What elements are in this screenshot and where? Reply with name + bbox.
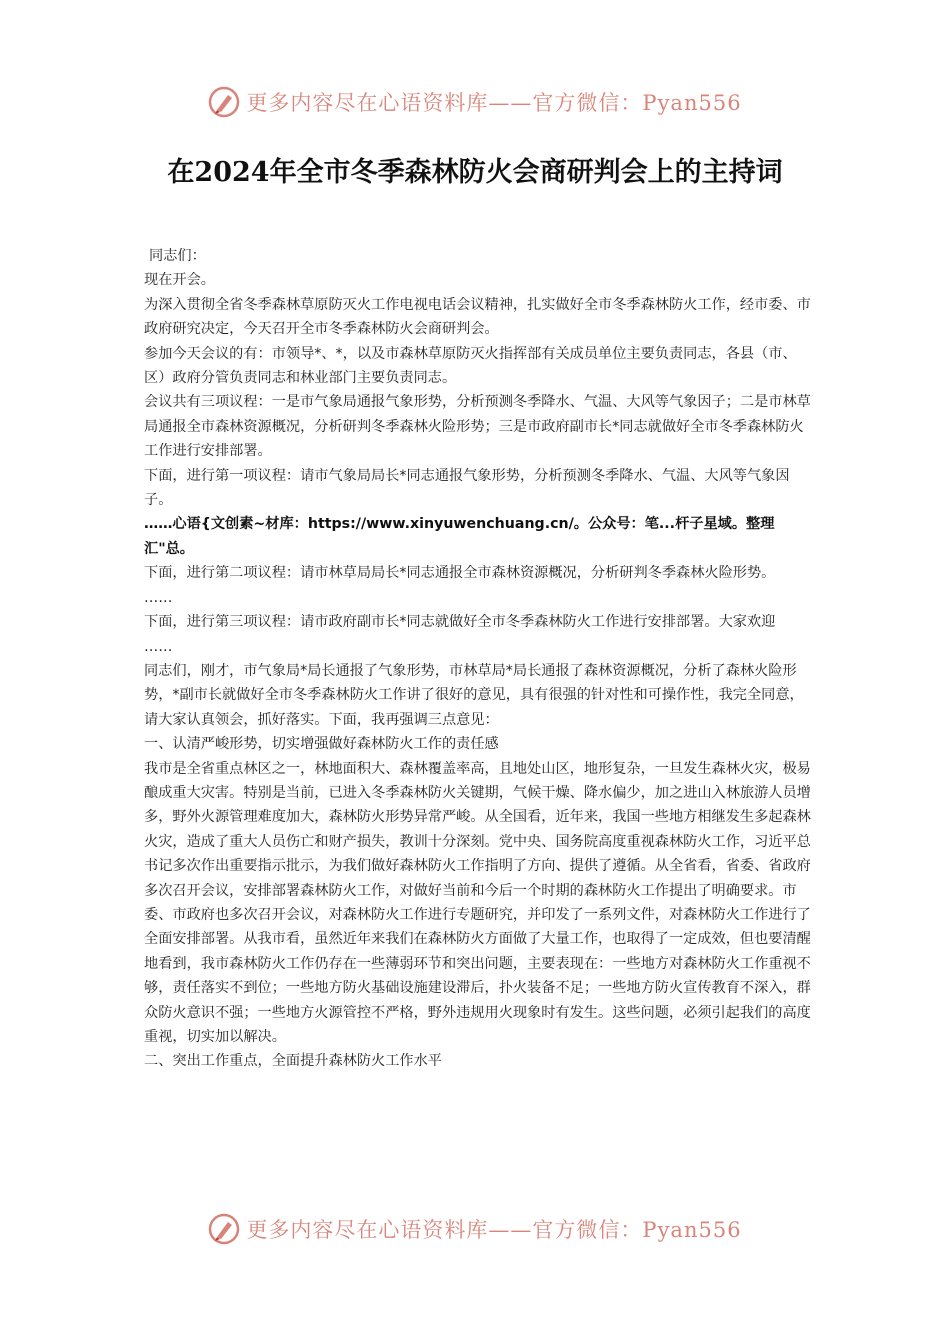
paragraph: …… [144, 638, 173, 655]
paragraph: 同志们： [149, 248, 206, 264]
paragraph: 为深入贯彻全省冬季森林草原防灭火工作电视电话会议精神，扎实做好全市冬季森林防火工作，经市委、市政府研究决定，今天召开全市冬季森林防火会商研判会。 [144, 296, 811, 338]
header-banner-text: 更多内容尽在心语资料库——官方微信：Pyan556 [246, 91, 742, 115]
section-heading: 一、认清严峻形势，切实增强做好森林防火工作的责任感 [144, 736, 499, 753]
paragraph: 下面，进行第二项议程：请市林草局局长*同志通报全市森林资源概况，分析研判冬季森林火险形势。 [144, 565, 776, 582]
paragraph: 同志们，刚才，市气象局*局长通报了气象形势，市林草局*局长通报了森林资源概况，分析了森林火险形势，*副市长就做好全市冬季森林防火工作讲了很好的意见，具有很强的针对性和可操作性，我完全同意，请大家认真领会，抓好落实。下面，我再强调三点意见： [144, 662, 804, 728]
paragraph: 我市是全省重点林区之一，林地面积大、森林覆盖率高，且地处山区，地形复杂，一旦发生森林火灾，极易酿成重大灾害。特别是当前，已进入冬季森林防火关键期，气候干燥、降水偏少，加之进山入林旅游人员增多，野外火源管理难度加大，森林防火形势异常严峻。从全国看，近年来，我国一些地方相继发生多起森林火灾，造成了重大人员伤亡和财产损失，教训十分深刻。党中央、国务院高度重视森林防火工作，习近平总书记多次作出重要指示批示，为我们做好森林防火工作指明了方向、提供了遵循。从全省看，省委、省政府多次召开会议，安排部署森林防火工作，对做好当前和今后一个时期的森林防火工作提出了明确要求。市委、市政府也多次召开会议，对森林防火工作进行专题研究，并印发了一系列文件，对森林防火工作进行了全面安排部署。从我市看，虽然近年来我们在森林防火方面做了大量工作，也取得了一定成效，但也要清醒地看到，我市森林防火工作仍存在一些薄弱环节和突出问题，主要表现在：一些地方对森林防火工作重视不够，责任落实不到位；一些地方防火基础设施建设滞后，扑火装备不足；一些地方防火宣传教育不深入，群众防火意识不强；一些地方火源管控不严格，野外违规用火现象时有发生。这些问题，必须引起我们的高度重视，切实加以解决。 [144, 760, 811, 1045]
page-title: 在2024年全市冬季森林防火会商研判会上的主持词 [167, 157, 783, 188]
paragraph: 现在开会。 [144, 272, 215, 289]
pen-logo-icon [208, 86, 240, 118]
pen-logo-icon [208, 1213, 240, 1245]
footer-banner-text: 更多内容尽在心语资料库——官方微信：Pyan556 [246, 1218, 742, 1242]
paragraph: 下面，进行第三项议程：请市政府副市长*同志就做好全市冬季森林防火工作进行安排部署。大家欢迎 [144, 614, 776, 631]
header-banner [0, 82, 950, 122]
paragraph: …… [144, 589, 173, 606]
watermark-paragraph: ……心语{文创素~材库：https://www.xinyuwenchuang.cn/。公众号：笔...杆子星域。整理汇"总。 [144, 516, 775, 557]
section-heading: 二、突出工作重点，全面提升森林防火工作水平 [144, 1053, 442, 1070]
document-body [144, 244, 816, 1074]
footer-banner [0, 1209, 950, 1249]
paragraph: 下面，进行第一项议程：请市气象局局长*同志通报气象形势，分析预测冬季降水、气温、大风等气象因子。 [144, 467, 790, 509]
paragraph: 参加今天会议的有：市领导*、*，以及市森林草原防灭火指挥部有关成员单位主要负责同志，各县（市、区）政府分管负责同志和林业部门主要负责同志。 [144, 345, 797, 387]
paragraph: 会议共有三项议程：一是市气象局通报气象形势，分析预测冬季降水、气温、大风等气象因子；二是市林草局通报全市森林资源概况，分析研判冬季森林火险形势；三是市政府副市长*同志就做好全市冬季森林防火工作进行安排部署。 [144, 394, 811, 460]
